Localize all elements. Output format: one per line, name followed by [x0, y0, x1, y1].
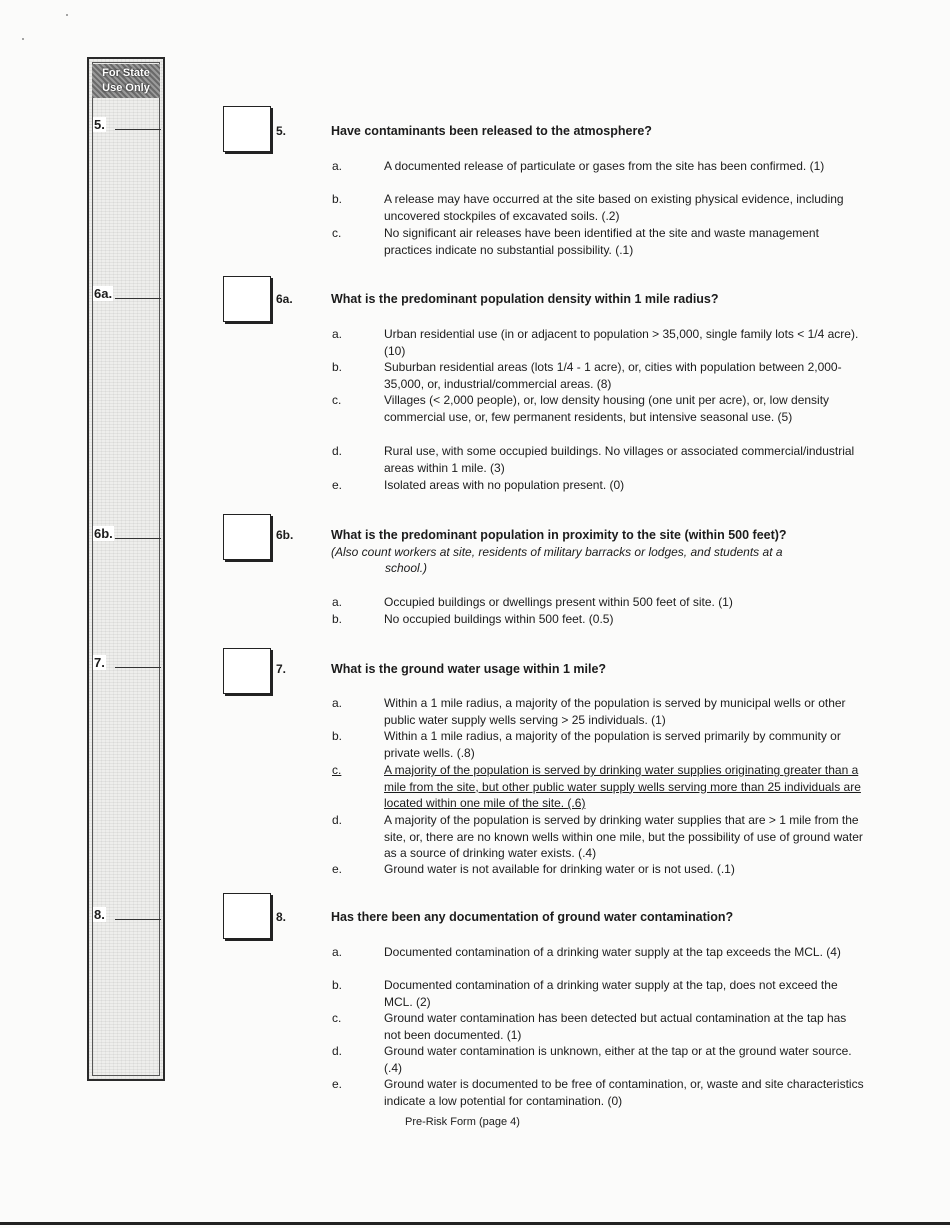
option-letter: b. — [332, 978, 343, 992]
question-subtitle — [331, 544, 861, 576]
option-item — [330, 762, 865, 812]
option-item — [330, 225, 865, 258]
option-text: Villages (< 2,000 people), or, low density housing (one unit per acre), or, low density commercial use, or, few permanent residents, but intensive seasonal use. (5) — [384, 393, 830, 424]
option-letter: e. — [332, 862, 343, 876]
option-letter: c. — [332, 1011, 342, 1025]
option-letter: d. — [332, 444, 343, 458]
option-letter: a. — [332, 327, 343, 341]
option-item — [330, 392, 865, 425]
question-title: Have contaminants been released to the atmosphere? — [331, 124, 652, 138]
option-item — [330, 728, 865, 761]
sidebar-field-label: 5. — [94, 117, 105, 132]
option-item — [330, 158, 865, 175]
option-item — [330, 326, 865, 359]
option-item — [330, 611, 865, 628]
option-text: Documented contamination of a drinking water supply at the tap exceeds the MCL. (4) — [384, 945, 841, 959]
sidebar-field-5[interactable] — [93, 116, 163, 132]
option-text: A majority of the population is served by drinking water supplies that are > 1 mile from the site, or, there are no known wells within one mile, but the possibility of use of ground water as a source of drinking water exists. (.4) — [384, 813, 863, 860]
option-text: Urban residential use (in or adjacent to population > 35,000, single family lots < 1/4 acre). (10) — [384, 327, 859, 358]
option-item — [330, 191, 865, 224]
scan-speck — [22, 38, 24, 40]
option-item — [330, 861, 865, 878]
question-number: 7. — [276, 662, 287, 676]
page-edge — [0, 1222, 950, 1225]
option-text: No occupied buildings within 500 feet. (0.5) — [384, 612, 614, 626]
option-text: Ground water contamination has been detected but actual contamination at the tap has not been documented. (1) — [384, 1011, 847, 1042]
sidebar-field-6a[interactable] — [93, 285, 163, 301]
option-text: Documented contamination of a drinking water supply at the tap, does not exceed the MCL. (2) — [384, 978, 838, 1009]
question-number: 5. — [276, 124, 287, 138]
option-letter: e. — [332, 1077, 343, 1091]
option-letter: b. — [332, 360, 343, 374]
option-letter: a. — [332, 595, 343, 609]
option-letter: c. — [332, 393, 342, 407]
option-letter: b. — [332, 729, 343, 743]
sidebar-field-8[interactable] — [93, 906, 163, 922]
scan-speck — [66, 14, 68, 16]
option-item — [330, 977, 865, 1010]
score-box-8[interactable] — [223, 893, 271, 939]
question-title: What is the ground water usage within 1 mile? — [331, 662, 607, 676]
option-text: Suburban residential areas (lots 1/4 - 1 acre), or, cities with population between 2,000-35,000, or, industrial/commercial areas. (8) — [384, 360, 842, 391]
score-box-6a[interactable] — [223, 276, 271, 322]
option-text: A majority of the population is served by drinking water supplies originating greater than a mile from the site, but other public water supply wells serving more than 25 individuals are located within one mile of the site. (.6) — [384, 763, 861, 810]
option-item — [330, 594, 865, 611]
option-text: Within a 1 mile radius, a majority of the population is served primarily by community or private wells. (.8) — [384, 729, 841, 760]
score-box-7[interactable] — [223, 648, 271, 694]
question-number: 6a. — [276, 292, 293, 306]
question-subtitle-line: school.) — [385, 561, 428, 575]
page-footer: Pre-Risk Form (page 4) — [405, 1116, 520, 1128]
option-letter: a. — [332, 159, 343, 173]
sidebar-field-label: 8. — [94, 907, 105, 922]
option-letter: b. — [332, 612, 343, 626]
option-item — [330, 359, 865, 392]
state-use-sidebar — [87, 57, 165, 1081]
option-text: Ground water contamination is unknown, either at the tap or at the ground water source. (.4) — [384, 1044, 852, 1075]
option-item — [330, 477, 865, 494]
option-item — [330, 944, 865, 961]
sidebar-header: For State Use Only — [92, 64, 160, 98]
sidebar-field-label: 7. — [94, 655, 105, 670]
sidebar-field-6b[interactable] — [93, 525, 163, 541]
option-text: A release may have occurred at the site based on existing physical evidence, including uncovered stockpiles of excavated soils. (.2) — [384, 192, 844, 223]
option-item — [330, 1076, 865, 1109]
option-letter: a. — [332, 696, 343, 710]
question-subtitle-line: (Also count workers at site, residents of military barracks or lodges, and students at a — [331, 545, 783, 559]
option-item — [330, 1043, 865, 1076]
option-letter: c. — [332, 763, 342, 777]
question-title: What is the predominant population in proximity to the site (within 500 feet)? — [331, 528, 787, 542]
option-text: Within a 1 mile radius, a majority of the population is served by municipal wells or other public water supply wells serving > 25 individuals. (1) — [384, 696, 846, 727]
option-letter: d. — [332, 1044, 343, 1058]
option-text: A documented release of particulate or gases from the site has been confirmed. (1) — [384, 159, 825, 173]
option-text: Ground water is documented to be free of contamination, or, waste and site characteristics indicate a low potential for contamination. (0) — [384, 1077, 864, 1108]
score-box-6b[interactable] — [223, 514, 271, 560]
question-number: 8. — [276, 910, 287, 924]
option-item — [330, 1010, 865, 1043]
option-text: No significant air releases have been identified at the site and waste management practices indicate no substantial possibility. (.1) — [384, 226, 819, 257]
question-title: Has there been any documentation of ground water contamination? — [331, 910, 734, 924]
question-number: 6b. — [276, 528, 294, 542]
option-item — [330, 443, 865, 476]
option-letter: c. — [332, 226, 342, 240]
option-text: Occupied buildings or dwellings present within 500 feet of site. (1) — [384, 595, 733, 609]
option-item — [330, 695, 865, 728]
option-letter: d. — [332, 813, 343, 827]
question-title: What is the predominant population density within 1 mile radius? — [331, 292, 719, 306]
sidebar-field-7[interactable] — [93, 654, 163, 670]
option-letter: e. — [332, 478, 343, 492]
option-text: Isolated areas with no population present. (0) — [384, 478, 625, 492]
score-box-5[interactable] — [223, 106, 271, 152]
option-letter: b. — [332, 192, 343, 206]
option-letter: a. — [332, 945, 343, 959]
sidebar-field-label: 6b. — [94, 526, 113, 541]
option-text: Ground water is not available for drinking water or is not used. (.1) — [384, 862, 735, 876]
sidebar-field-label: 6a. — [94, 286, 113, 301]
option-item — [330, 812, 865, 862]
option-text: Rural use, with some occupied buildings. No villages or associated commercial/industrial areas within 1 mile. (3) — [384, 444, 855, 475]
